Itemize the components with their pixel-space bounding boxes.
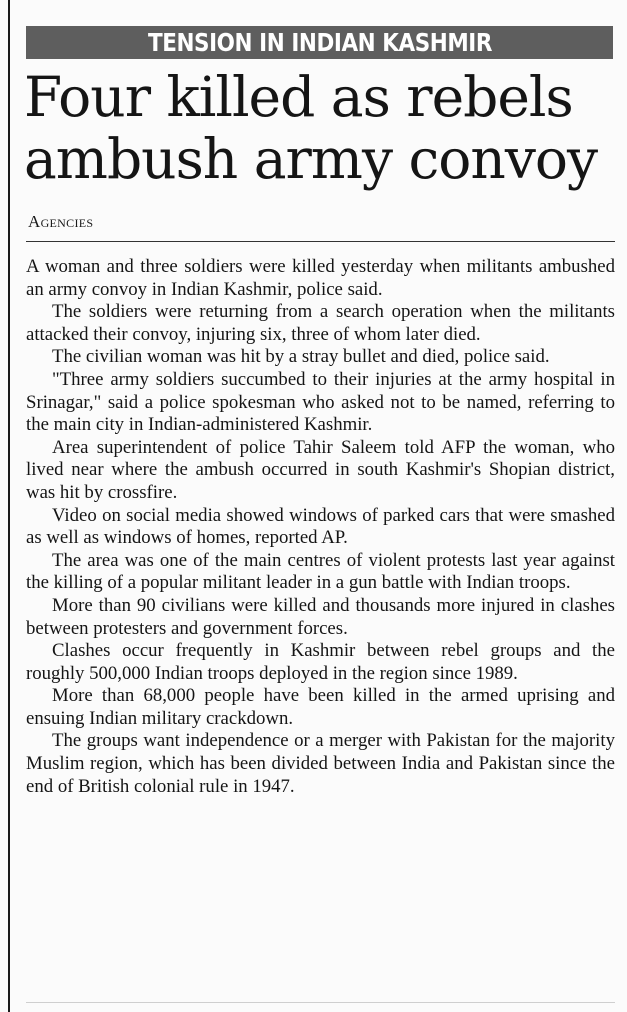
- paragraph: The groups want independence or a merger with Pakistan for the majority Muslim region, which has been divided between India and Pakistan since the end of British colonial rule in 1947.: [26, 730, 615, 797]
- bottom-divider: [26, 1002, 615, 1003]
- paragraph: Area superintendent of police Tahir Saleem told AFP the woman, who lived near where the ambush occurred in south Kashmir's Shopian district, was hit by crossfire.: [26, 436, 615, 503]
- byline-divider: [26, 241, 615, 242]
- headline-line-1: Four killed as rebels: [24, 65, 573, 129]
- paragraph: The area was one of the main centres of violent protests last year against the killing of a popular militant leader in a gun battle with Indian troops.: [26, 549, 615, 594]
- paragraph: The civilian woman was hit by a stray bullet and died, police said.: [52, 346, 550, 368]
- article-body: [26, 256, 615, 798]
- paragraph: More than 68,000 people have been killed in the armed uprising and ensuing Indian military crackdown.: [26, 685, 615, 729]
- paragraph: "Three army soldiers succumbed to their injuries at the army hospital in Srinagar," said a police spokesman who asked not to be named, referring to the main city in Indian-administered Kashmir.: [26, 368, 615, 436]
- kicker-banner: [26, 26, 613, 59]
- column-rule: [8, 0, 10, 1012]
- paragraph: Clashes occur frequently in Kashmir between rebel groups and the roughly 500,000 Indian troops deployed in the region since 1989.: [26, 640, 615, 684]
- paragraph: The soldiers were returning from a search operation when the militants attacked their convoy, injuring six, three of whom later died.: [26, 301, 615, 345]
- kicker-label: TENSION IN INDIAN KASHMIR: [147, 28, 492, 57]
- byline: Agencies: [28, 212, 94, 231]
- paragraph: Video on social media showed windows of parked cars that were smashed as well as windows of homes, reported AP.: [26, 504, 615, 549]
- headline-line-2: ambush army convoy: [24, 127, 598, 191]
- paragraph: A woman and three soldiers were killed yesterday when militants ambushed an army convoy in Indian Kashmir, police said.: [26, 256, 615, 300]
- headline: [24, 66, 619, 190]
- paragraph: More than 90 civilians were killed and thousands more injured in clashes between protesters and government forces.: [26, 594, 615, 639]
